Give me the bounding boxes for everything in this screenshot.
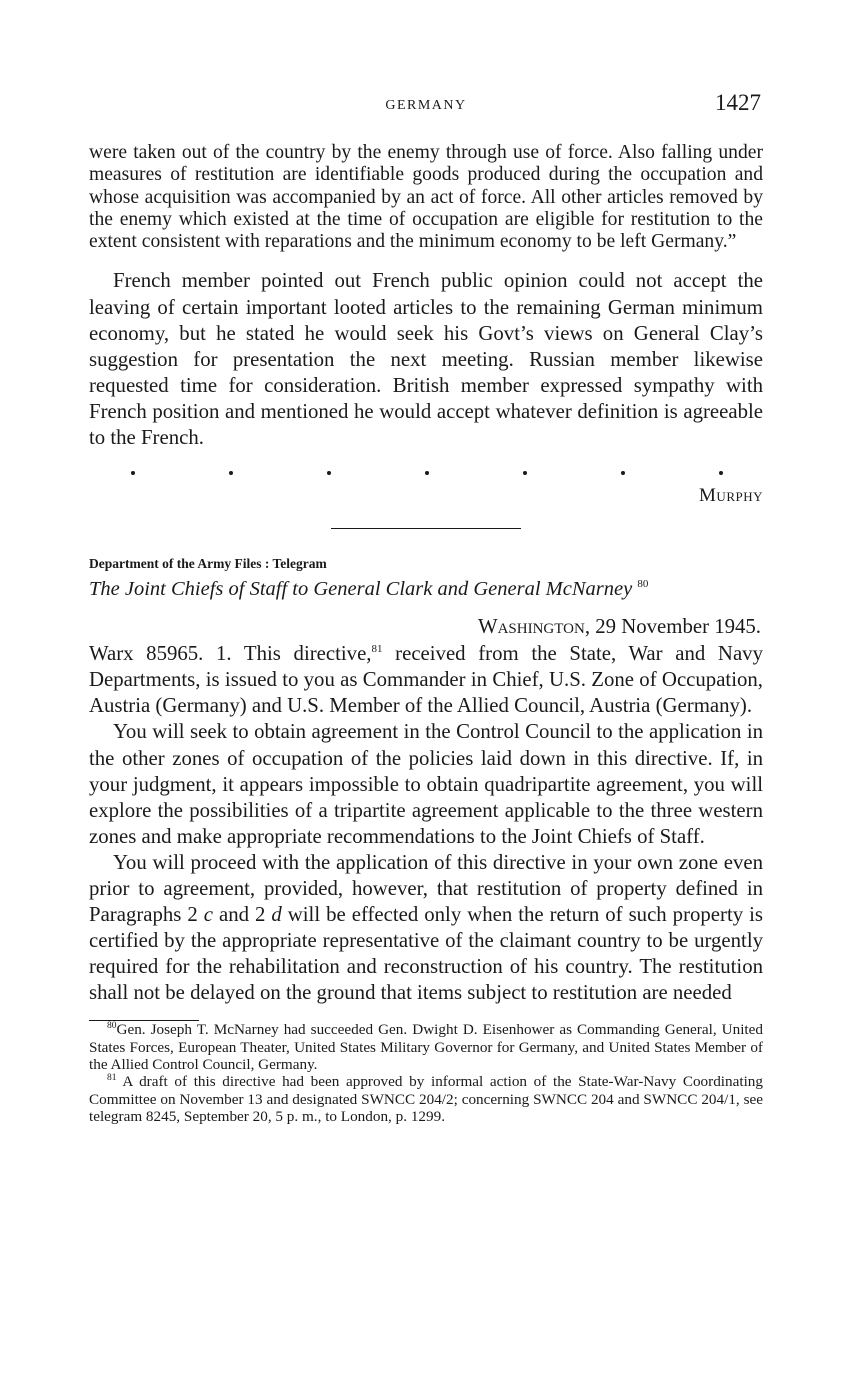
section-separator [331,528,521,529]
dateline-date: , 29 November 1945. [584,615,761,639]
dateline [89,615,761,639]
paragraph-ref-c: c [203,903,213,927]
footnote-ref-80[interactable]: 80 [637,578,649,591]
ellipsis-row [89,463,763,483]
paragraph-text: and 2 [213,903,272,927]
footnote-mark: 81 [107,1073,117,1084]
footnote-81 [89,1073,763,1125]
ellipsis-dot [719,471,723,475]
document-title-text: The Joint Chiefs of Staff to General Clark and General McNarney [89,578,633,601]
paragraph-french-position: French member pointed out French public opinion could not accept the leaving of certain important looted articles to the remaining German minimum economy, but he stated he would seek his Govt’s views on General Clay’s suggestion for presentation the next meeting. Russian member likewise requested time for consideration. British member expressed sympathy with French position and mentioned he would accept whatever definition is agreeable to the French. [89,269,763,450]
ellipsis-dot [327,471,331,475]
signature: Murphy [699,485,763,507]
running-title: GERMANY [385,98,467,113]
footnote-ref-81[interactable]: 81 [371,643,383,656]
paragraph-control-council: You will seek to obtain agreement in the Control Council to the application in the other zones of occupation of the policies laid down in this directive. If, in your judgment, it appears impossible to obtain quadripartite agreement, you will explore the possibilities of a tripartite agreement applicable to the three western zones and make appropriate recommendations to the Joint Chiefs of Staff. [89,720,763,848]
dateline-city: Washington [477,615,585,639]
document-page [89,88,763,1125]
paragraph-text: received from the State, War and Navy Departments, is issued to you as Commander in Chief, U.S. Zone of Occupation, Austria (Germany) and U.S. Member of the Allied Council, Austria (Germany). [89,642,763,718]
paragraph-text: Warx 85965. 1. This directive, [89,642,372,666]
document-source: Department of the Army Files : Telegram [89,556,327,572]
paragraph-directive-intro [89,641,763,719]
ellipsis-dot [425,471,429,475]
footnote-80 [89,1021,763,1073]
page-number: 1427 [715,90,761,115]
ellipsis-dot [229,471,233,475]
quoted-passage: were taken out of the country by the enemy through use of force. Also falling under measures of restitution are identifiable goods produced during the occupation and whose acquisition was accompanied by an act of force. All other articles removed by the enemy which existed at the time of occupation are eligible for restitution to the extent consistent with reparations and the minimum economy to be left Germany.” [89,142,763,253]
paragraph-text: You will proceed with the application of this directive in your own zone even prior to agreement, provided, however, that restitution of property defined in Paragraphs 2 [89,850,763,927]
ellipsis-dot [523,471,527,475]
running-head [89,88,763,120]
document-title [89,578,763,601]
footnote-mark: 80 [107,1021,117,1032]
footnote-text: A draft of this directive had been approved by informal action of the State-War-Navy Coordinating Committee on November 13 and designated SWNCC 204/2; concerning SWNCC 204 and SWNCC 204/1, see telegram 8245, September 20, 5 p. m., to London, p. 1299. [89,1073,763,1125]
ellipsis-dot [131,471,135,475]
paragraph-text: will be effected only when the return of such property is certified by the appropriate representative of the claimant country to be urgently required for the rehabilitation and reconstruction of his country. The restitution shall not be delayed on the ground that items subject to restitution are needed [89,903,763,1005]
paragraph-ref-d: d [271,903,282,927]
footnote-text: Gen. Joseph T. McNarney had succeeded Gen. Dwight D. Eisenhower as Commanding General, United States Forces, European Theater, United States Military Governor for Germany, and United States Member of the Allied Control Council, Germany. [89,1021,763,1074]
ellipsis-dot [621,471,625,475]
paragraph-restitution [89,850,763,1007]
